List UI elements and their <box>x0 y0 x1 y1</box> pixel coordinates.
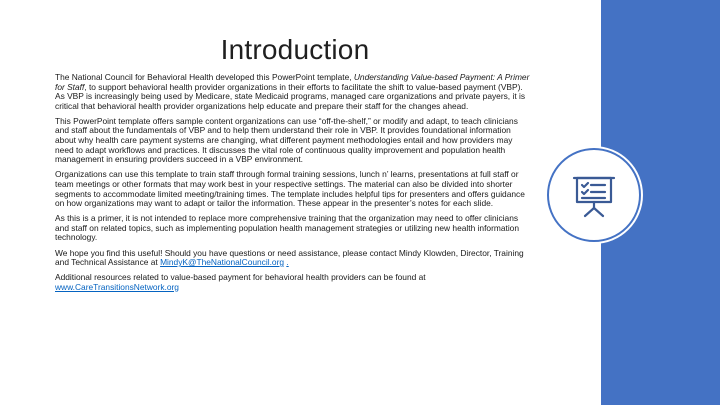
website-link[interactable]: www.CareTransitionsNetwork.org <box>55 281 179 292</box>
email-link-period[interactable]: . <box>286 257 289 268</box>
paragraph-1-text-b: , to support behavioral health provider organizations in their efforts to facilitate the shift to value-based payment (VBP). As VBP is increasingly being used by Medicare, state Medicaid programs, managed care organizations and private payers, it is critical that behavioral health provider organizations help educate and prepare their staff for the changes ahead. <box>55 81 526 111</box>
paragraph-1-text-a: The National Council for Behavioral Health developed this PowerPoint template, <box>55 72 354 82</box>
paragraph-5 <box>55 249 533 268</box>
presentation-checklist-icon <box>570 171 618 219</box>
paragraph-6 <box>55 273 533 292</box>
email-link[interactable]: MindyK@TheNationalCouncil.org <box>160 257 285 268</box>
paragraph-1-italic-title: Understanding Value-based Payment: A Primer for Staff <box>55 72 530 92</box>
paragraph-4: As this is a primer, it is not intended to replace more comprehensive training that the organization may need to offer clinicians and staff on related topics, such as implementing population health management strategies or utilizing new health information technology. <box>55 213 520 243</box>
slide-title: Introduction <box>220 34 370 65</box>
paragraph-1 <box>55 73 533 111</box>
paragraph-2: This PowerPoint template offers sample content organizations can use “off-the-shelf,” or modify and adapt, to teach clinicians and staff about the fundamentals of VBP and to help them understand their role in VBP. It provides foundational information about why health care payment systems are changing, what different payment methodologies entail and how providers may need to adapt workflows and practices. It discusses the vital role of continuous quality improvement and population health management in ensuring providers succeed in a VBP environment. <box>55 115 518 165</box>
paragraph-6-text-a: Additional resources related to value-based payment for behavioral health providers can be found at <box>55 272 426 283</box>
slide-body <box>55 73 533 298</box>
icon-circle <box>547 148 641 242</box>
paragraph-5-text-a: We hope you find this useful! Should you have questions or need assistance, please contact Mindy Klowden, Director, Training and Technical Assistance at <box>55 247 524 268</box>
paragraph-3: Organizations can use this template to train staff through formal training sessions, lunch n’ learns, presentations at full staff or team meetings or other formats that may work best in your respective settings. The material can also be divided into shorter segments to accommodate limited meeting/training times. The template includes helpful tips for presenters and offers guidance on how organizations may want to adapt or tailor the information. These appear in the presenter’s notes for each slide. <box>55 169 525 209</box>
